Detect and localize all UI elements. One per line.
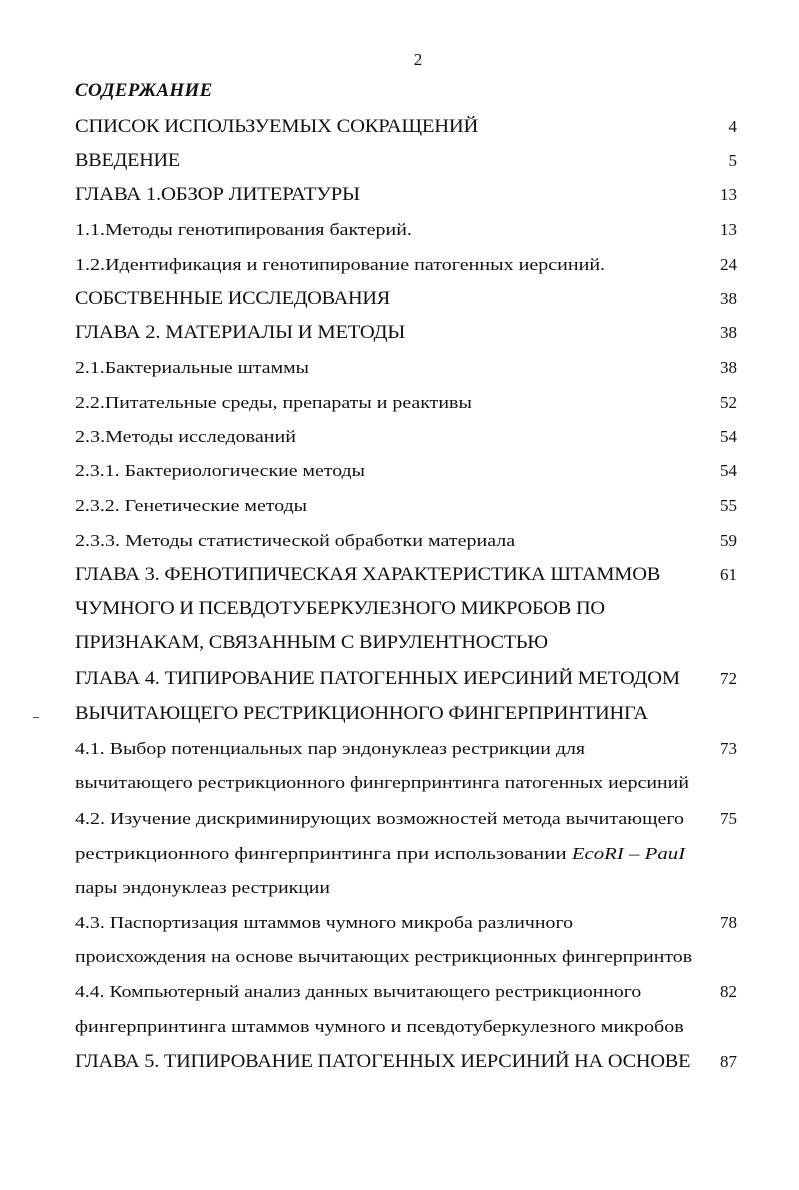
toc-entry-label: вычитающего рестрикционного фингерпринтинга патогенных иерсиний [75, 773, 689, 792]
toc-entry-italic: EcoRI – PauI [571, 844, 686, 863]
toc-entry-page: 87 [720, 1052, 737, 1071]
toc-entry-label: 2.2.Питательные среды, препараты и реактивы [75, 393, 472, 412]
toc-entry-page: 38 [720, 358, 737, 377]
toc-entry-text [75, 982, 641, 1002]
toc-entry-label: 2.3.1. Бактериологические методы [75, 461, 365, 480]
toc-entry-label: фингерпринтинга штаммов чумного и псевдотуберкулезного микробов [75, 1017, 684, 1036]
toc-entry-label: ГЛАВА 2. МАТЕРИАЛЫ И МЕТОДЫ [75, 323, 406, 343]
toc-entry-text [75, 1052, 690, 1072]
toc-entry-text [75, 633, 548, 653]
toc-entry-text [75, 599, 605, 619]
toc-entry-text [75, 151, 180, 171]
toc-entry-text [75, 947, 692, 967]
toc-entry-label: 4.4. Компьютерный анализ данных вычитающего рестрикционного [75, 982, 642, 1001]
toc-entry-label: ГЛАВА 5. ТИПИРОВАНИЕ ПАТОГЕННЫХ ИЕРСИНИЙ НА ОСНОВЕ [75, 1052, 691, 1072]
toc-entry-text [75, 255, 605, 275]
toc-entry-page: 61 [720, 565, 737, 584]
toc-entry-text [75, 393, 472, 413]
toc-entry-text [75, 844, 685, 864]
toc-entry-text [75, 496, 307, 516]
toc-entry-label: рестрикционного фингерпринтинга при использовании [75, 844, 572, 863]
toc-entry-label: ПРИЗНАКАМ, СВЯЗАННЫМ С ВИРУЛЕНТНОСТЬЮ [75, 633, 548, 653]
toc-entry-page: 5 [728, 151, 737, 170]
toc-entry-text [75, 358, 309, 378]
toc-entry-label: 2.3.3. Методы статистической обработки материала [75, 531, 516, 550]
toc-entry-text [75, 773, 689, 793]
toc-entry-label: ВЫЧИТАЮЩЕГО РЕСТРИКЦИОННОГО ФИНГЕРПРИНТИНГА [75, 704, 648, 724]
toc-entry-page: 54 [720, 461, 737, 480]
toc-entry-label: 2.1.Бактериальные штаммы [75, 358, 309, 377]
toc-entry-label: 2.3.Методы исследований [75, 427, 297, 446]
toc-entry-label: ВВЕДЕНИЕ [75, 151, 180, 171]
toc-entry-page: 82 [720, 982, 737, 1001]
toc-entry-label: 1.2.Идентификация и генотипирование патогенных иерсиний. [75, 255, 606, 274]
toc-entry-text [75, 1017, 684, 1037]
toc-entry-page: 72 [720, 669, 737, 688]
toc-entry-page: 73 [720, 739, 737, 758]
toc-entry-text [75, 117, 478, 137]
toc-entry-label: 2.3.2. Генетические методы [75, 496, 308, 515]
toc-entry-text [75, 669, 680, 689]
toc-entry-text [75, 323, 405, 343]
toc-entry-page: 4 [728, 117, 737, 136]
toc-entry-text [75, 220, 412, 240]
toc-entry-text [75, 704, 648, 724]
toc-entry-text [75, 531, 515, 551]
toc-entry-page: 52 [720, 393, 737, 412]
toc-entry-text [75, 289, 390, 309]
toc-entry-label: 4.3. Паспортизация штаммов чумного микроба различного [75, 913, 574, 932]
toc-entry-page: 59 [720, 531, 737, 550]
toc-entry-text [75, 878, 330, 898]
toc-title: СОДЕРЖАНИЕ [75, 80, 213, 101]
toc-entry-text [75, 809, 684, 829]
toc-entry-label: 1.1.Методы генотипирования бактерий. [75, 220, 412, 239]
toc-entry-page: 55 [720, 496, 737, 515]
toc-entry-page: 24 [720, 255, 737, 274]
toc-entry-page: 78 [720, 913, 737, 932]
toc-entry-page: 13 [720, 220, 737, 239]
toc-entry-label: ГЛАВА 4. ТИПИРОВАНИЕ ПАТОГЕННЫХ ИЕРСИНИЙ МЕТОДОМ [75, 669, 680, 689]
toc-entry-label: СОБСТВЕННЫЕ ИССЛЕДОВАНИЯ [75, 289, 391, 309]
toc-entry-text [75, 461, 365, 481]
toc-entry-text [75, 427, 296, 447]
margin-mark [33, 717, 39, 718]
toc-entry-label: 4.1. Выбор потенциальных пар эндонуклеаз рестрикции для [75, 739, 586, 758]
toc-entry-text [75, 913, 573, 933]
toc-entry-label: происхождения на основе вычитающих рестрикционных фингерпринтов [75, 947, 693, 966]
toc-entry-label: ЧУМНОГО И ПСЕВДОТУБЕРКУЛЕЗНОГО МИКРОБОВ ПО [75, 599, 605, 619]
toc-entry-label: 4.2. Изучение дискриминирующих возможностей метода вычитающего [75, 809, 685, 828]
toc-entry-label: СПИСОК ИСПОЛЬЗУЕМЫХ СОКРАЩЕНИЙ [75, 117, 479, 137]
toc-entry-page: 38 [720, 323, 737, 342]
toc-entry-text [75, 185, 360, 205]
toc-entry-page: 75 [720, 809, 737, 828]
toc-entry-page: 13 [720, 185, 737, 204]
toc-entry-label: ГЛАВА 1.ОБЗОР ЛИТЕРАТУРЫ [75, 185, 360, 205]
toc-entry-page: 54 [720, 427, 737, 446]
toc-entry-text [75, 739, 585, 759]
toc-entry-label: пары эндонуклеаз рестрикции [75, 878, 330, 897]
toc-entry-text [75, 565, 660, 585]
toc-entry-label: ГЛАВА 3. ФЕНОТИПИЧЕСКАЯ ХАРАКТЕРИСТИКА ШТАММОВ [75, 565, 661, 585]
page-number: 2 [413, 50, 423, 69]
toc-entry-page: 38 [720, 289, 737, 308]
